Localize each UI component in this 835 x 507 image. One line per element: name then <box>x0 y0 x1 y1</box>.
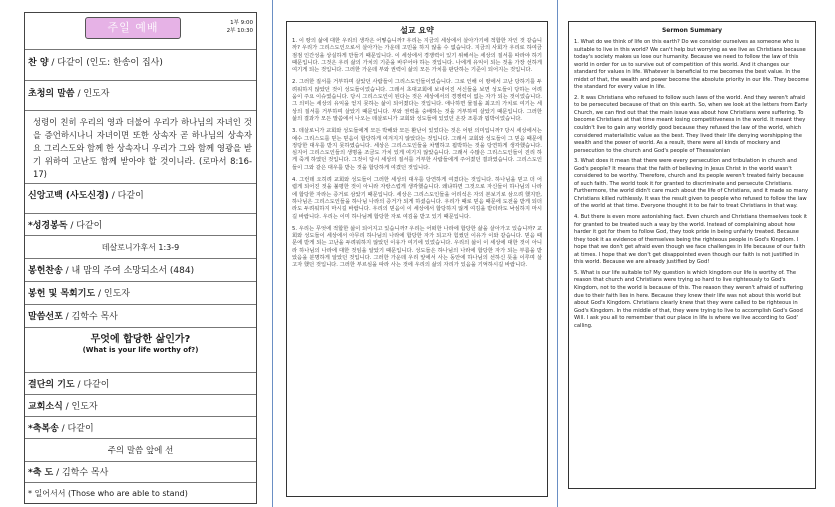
offering-prayer-detail: / 인도자 <box>95 289 130 299</box>
english-summary-panel <box>568 21 816 489</box>
invitation-row <box>25 80 256 110</box>
english-summary-paragraph-2: 2. It was Christians who refused to follow such laws of the world. And they weren't afraid to be persecuted because of that on this earth. So, when we look at the letters from Early Church, we can find out that the main issue was about how Christians were suffering. To become Christians at that time meant losing competitiveness in the world. It meant they couldn't live to gain any worldly good because they refused the law of the world, which considered materialistic value as the best. They lived their life denying worshipping the wealth and the power of world. As a result, there were all kinds of mockery and persecution to the church and God's people of Thessalonian <box>574 94 808 154</box>
second-service-time: 2부 10:30 <box>226 28 253 34</box>
blessing-song-title: 주의 말씀 앞에 선 <box>25 438 256 461</box>
creed-detail: / 다같이 <box>108 191 144 201</box>
invitation-label: 초청의 말씀 <box>28 89 75 99</box>
english-summary-paragraph-1: 1. What do we think of life on this earth? Do we consider ourselves as someone who is suitable to live in this world? We can't help but worrying as we live as Christians because today's society makes us lose our humanity. Because we need to follow the law of this world in order for us to survive out of competition of this world. And it changes our standard for values in life. Whatever is beneficial to me becomes the best value. In the midst of that, the wealth and power become the absolute priority in our life. They become the standard for every value in life. <box>574 39 809 91</box>
korean-summary-paragraph-2: 2. 그러한 질서를 거부하며 살았던 사람들이 그리스도인들이었습니다. 그로 인해 이 땅에서 고난 당하기를 두려워하지 않았던 것이 성도들이었습니다. 그래서 초대교회에 보내어진 서신들을 보면 성도들이 당하는 어려움이 주요 이슈였습니다. 당시 그리스도인이 된다는 것은 세상에서의 경쟁력이 없는 자가 되는 것이었습니다. 그 의미는 세상의 유익을 얻지 못하는 삶이 되어졌다는 것입니다. 애나하면 물질을 최고의 가치로 여기는 세상의 질서를 거부하며 살았기 때문입니다. 부와 권력을 숭배하는 것을 거부하며 살았기 때문입니다. 그러한 삶의 결과가 모든 말씀에서 나오는 데살로니가 교회와 성도들에 있었던 온갖 조롱과 핍박이었습니다. <box>292 79 542 122</box>
offertory-hymn-detail: / 내 맘의 주여 소망되소서 (484) <box>62 266 195 276</box>
sermon-title-block <box>25 327 256 372</box>
order-of-worship-panel <box>24 12 257 504</box>
scripture-reading-label: *성경봉독 <box>28 221 68 231</box>
announcements-row <box>25 394 256 416</box>
praise-label: 찬 양 <box>28 58 49 68</box>
offertory-hymn-label: 봉헌찬송 <box>28 266 63 276</box>
sermon-label: 말씀선포 <box>28 312 63 322</box>
creed-row <box>25 183 256 213</box>
decision-prayer-row <box>25 372 256 394</box>
first-service-time: 1부 9:00 <box>230 20 253 26</box>
invitation-detail: / 인도자 <box>74 89 110 99</box>
sermon-row <box>25 304 256 327</box>
benediction-label: *축 도 <box>28 468 54 478</box>
korean-summary-paragraph-3: 3. 데살로니가 교회와 성도들에게 모든 박해와 모든 환난이 있었다는 것은 어떤 의미입니까? 당시 세상에서는 예수 그리스도를 믿는 믿음이 합당하게 여겨지지 않았다는 것입니다. 그래서 교회와 성도들이 그 믿음 때문에 정당한 대우를 받지 못하였습니다. 세상은 그리스도인들을 차별하고 핍박하는 것을 당연하게 생각했습니다. 심지어 그리스도인들의 생명을 조금도 가치 있게 여기지 않았습니다. 그래서 수많은 그리스도인들이 진리 하게 죽게 하였던 것입니다. 그것이 당시 세상의 질서를 거부한 사람들에게 주어졌던 결과였습니다. 그리스도인들이 그와 같은 대우를 받는 것을 합당하게 여겼던 것입니다. <box>292 128 542 171</box>
scripture-reading-row <box>25 213 256 235</box>
english-summary-paragraph-3: 3. What does it mean that there were every persecution and tribulation in church and God's people? It means that the faith of believing in Jesus Christ in the world wasn't considered to be worthy. Therefore, church and its people weren't treated fairly because of such faith. The world took it for granted to discriminate and persecute Christians. Furthermore, the world didn't care much about the life of Christians, and it made so many Christians killed ruthlessly. It was the result given to people who refused to follow the law of the world at that time. Everyone thought it to be fair to treat Christians in that way. <box>574 158 809 210</box>
sermon-title-korean: 무엇에 합당한 삶인가? <box>90 334 191 345</box>
decision-prayer-detail: / 다같이 <box>74 380 110 390</box>
korean-summary-paragraph-5: 5. 우리는 무엇에 적합한 삶이 되어지고 있습니까? 우리는 어떠한 나라에 합당한 삶을 살아가고 있습니까? 교회와 성도들이 세상에서 아무리 하나님의 나라에 합당한 자가 되고자 힘썼던 이유가 이와 같습니다. 믿음 때문에 받게 되는 고난을 두려워하지 않았던 이유가 여기에 있었습니다. 우리의 삶이 이 세상에 대한 것이 아니라 하나님의 나라에 대한 것임을 알았기 때문입니다. 성도들은 하나님의 나라에 합당한 자가 되는 부름을 받았음을 분명하게 알았던 것입니다. 그러한 가운데 우리 앞에서 사는 동안에 하나님의 선하신 뜻을 이루며 살고자 했던 것입니다. 그러한 부르심을 따라 사는 것에 우리의 삶의 자리가 있음을 기억하시길 바랍니다. <box>292 225 542 269</box>
praise-row <box>25 49 256 80</box>
decision-prayer-label: 결단의 기도 <box>28 380 75 390</box>
creed-label: 신앙고백 (사도신경) <box>28 191 109 201</box>
korean-summary-title: 설교 요약 <box>400 26 434 35</box>
english-summary-title: Sermon Summary <box>661 27 723 34</box>
service-title: 주일 예배 <box>85 17 181 39</box>
korean-summary-panel <box>286 21 548 497</box>
blessing-song-row <box>25 416 256 438</box>
sermon-detail: / 김학수 목사 <box>62 312 118 322</box>
benediction-detail: / 김학수 목사 <box>53 468 109 478</box>
sermon-title-english: (What is your life worthy of?) <box>82 346 199 354</box>
page-divider-left <box>272 0 273 507</box>
korean-summary-paragraph-1: 1. 이 땅의 삶에 대한 우리의 생각은 어떻습니까? 우리는 지금의 세상에서 살아가기에 적합한 자인 것 같습니까? 우리가 그리스도인으로서 살아가는 가운데 고민을 하지 않을 수 없습니다. 지금의 사회가 우리로 하여금 점점 인간성을 상실하게 만들기 때문입니다. 이 세상에서 경쟁력이 있기 위해서는 세상의 질서를 따라야 하기 때문입니다. 그것은 우리 삶의 가치의 기준을 바꾸어야 하는 것입니다. 나에게 유익이 되는 것을 가장 선하게 여기게 되는 것입니다. 그러한 가운데 부와 권력이 삶의 모든 가치를 판단하는 기준이 되어지는 것입니다. <box>292 38 542 74</box>
scripture-reference: 데살로니가후서 1:3-9 <box>25 235 256 258</box>
service-times <box>227 19 253 35</box>
page-divider-right <box>557 0 558 507</box>
stand-footnote: * 일어서서 (Those who are able to stand) <box>25 482 256 504</box>
korean-summary-paragraph-4: 4. 그런데 오히려 교회와 성도들이 그러한 세상의 대우를 당연하게 여겼다는 것입니다. 하나님을 믿고 더 어렵게 되어진 것을 불평한 것이 아니라 자랑스럽게 생각했습니다. 왜냐하면 그것으로 자신들이 하나님의 나라에 합당한 자라는 증거로 삼았기 때문입니다. 세상은 그리스도인들을 어리석은 자의 본보기로 삼으려 했지만, 하나님은 그리스도인들을 하나님 나라의 증거가 되게 하셨습니다. 우리가 때로 믿음 때문에 도전을 받게 되더라도 두려워하지 마시길 바랍니다. 우리의 믿음이 이 세상에서 합당하지 않게 여김을 받더라도 낙심하지 마시길 바랍니다. 우리는 이미 하나님께 합당한 자로 여김을 받고 있기 때문입니다. <box>292 177 542 220</box>
english-summary-paragraph-5: 5. What is our life suitable to? My question is which kingdom our life is worthy of. The reason that church and Christians were trying so hard to live righteously to God's Kingdom, not to the world is because of this. The reason they weren't afraid of suffering due to their faith lies in here. Because they knew their life was not about this world but about God's Kingdom. Christians clearly knew that they were called to be righteous in God's Kingdom. In the middle of that, they were trying to live to accomplish God's Good Will. I ask you all to remember that our place in life is where we live according to God' calling. <box>574 269 803 329</box>
english-summary-paragraph-4: 4. But there is even more astonishing fact. Even church and Christians themselves took it for granted to be treated such a way by the world. Instead of complaining about how harder it got for them to follow God, they took pride in being unfairly treated. Because they took it as evidence of themselves being the righteous people in God's Kingdom. I hope that we don't get afraid even though we face challenges in life because of our faith at times. I hope that we don't get disappointed even though our faith is not justified in this world. Because we are already justified by God! <box>574 214 808 266</box>
blessing-song-detail: / 다같이 <box>58 424 94 434</box>
benediction-row <box>25 461 256 482</box>
praise-detail: / 다같이 (인도: 한송이 집사) <box>48 58 163 68</box>
offering-prayer-row <box>25 281 256 304</box>
call-to-worship: 성령이 친히 우리의 영과 더불어 우리가 하나님의 자녀인 것을 증언하시나니 자녀이면 또한 상속자 곧 하나님의 상속자요 그리스도와 함께 한 상속자니 우리가 그와 함께 영광을 받기 위하여 고난도 함께 받아야 할 것이니라. (로마서 8:16-17) <box>25 110 256 183</box>
announcements-label: 교회소식 <box>28 402 63 412</box>
scripture-reading-detail: / 다같이 <box>67 221 103 231</box>
offertory-hymn-row <box>25 258 256 281</box>
offering-prayer-label: 봉헌 및 목회기도 <box>28 289 96 299</box>
blessing-song-label: *축복송 <box>28 424 59 434</box>
announcements-detail: / 인도자 <box>62 402 98 412</box>
